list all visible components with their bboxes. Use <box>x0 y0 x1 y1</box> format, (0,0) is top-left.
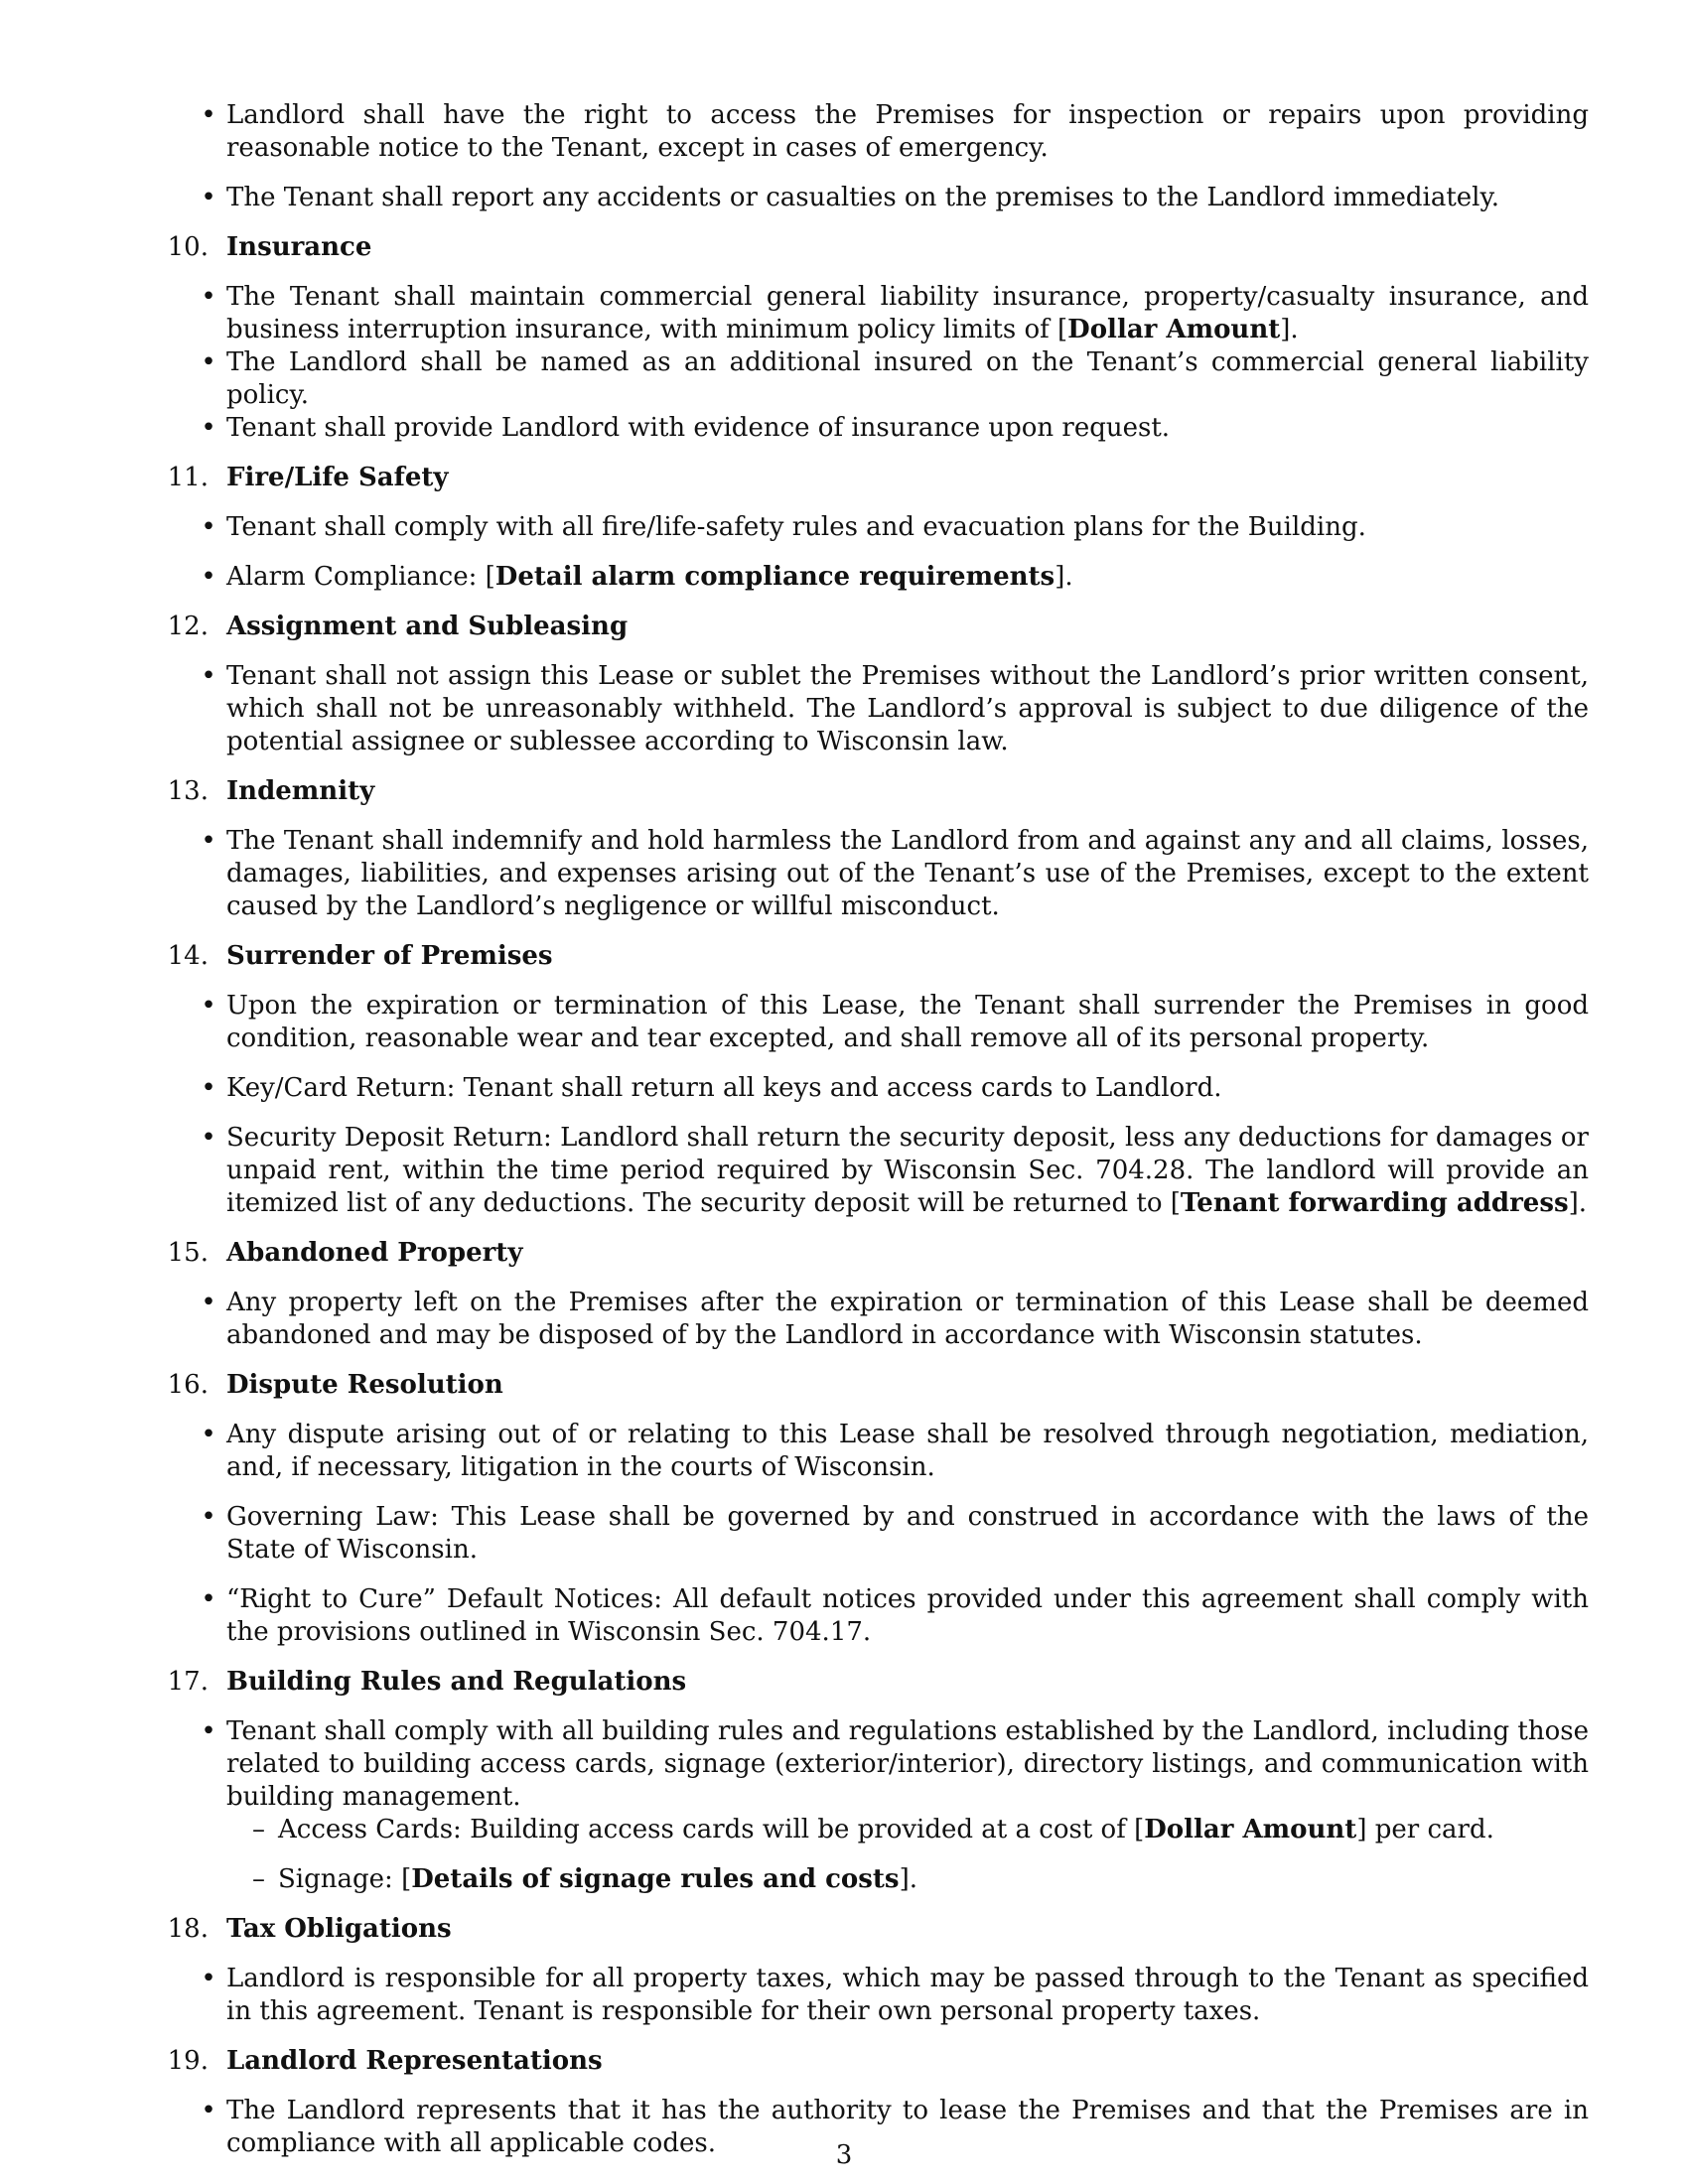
section-building-rules <box>167 1666 1589 1896</box>
section-bullets <box>201 1287 1589 1352</box>
page-number: 3 <box>835 2140 853 2170</box>
list-item: • Any dispute arising out of or relating to this Lease shall be resolved through negotiation, mediation, and, if necessary, litigation in the courts of Wisconsin. <box>226 1419 1589 1484</box>
bullet-icon: • <box>201 347 216 377</box>
section-bullets <box>201 1963 1589 2028</box>
bullet-icon: • <box>201 1123 216 1153</box>
bullet-icon: • <box>201 1420 216 1449</box>
section-bullets <box>201 1419 1589 1649</box>
list-item: • Alarm Compliance: [Detail alarm compliance requirements]. <box>226 561 1589 594</box>
bullet-icon: • <box>201 562 216 592</box>
bullet-icon: • <box>201 100 216 130</box>
list-item: • Tenant shall comply with all fire/life-safety rules and evacuation plans for the Building. <box>226 511 1589 544</box>
list-item: • Security Deposit Return: Landlord shall return the security deposit, less any deductions for damages or unpaid rent, within the time period required by Wisconsin Sec. 704.28. The landlord will provide an itemized list of any deductions. The security deposit will be returned to [Tenant forwarding address]. <box>226 1122 1589 1220</box>
bullet-icon: • <box>201 1584 216 1614</box>
bullet-icon: • <box>201 1502 216 1532</box>
list-item: • Landlord is responsible for all property taxes, which may be passed through to the Tenant as specified in this agreement. Tenant is responsible for their own personal property taxes. <box>226 1963 1589 2028</box>
section-fire-life-safety <box>167 462 1589 594</box>
section-bullets <box>201 511 1589 594</box>
section-heading: 16. Dispute Resolution <box>167 1370 503 1400</box>
section-assignment-subleasing <box>167 611 1589 758</box>
section-bullets <box>201 825 1589 923</box>
section-surrender-of-premises <box>167 940 1589 1220</box>
bullet-icon: • <box>201 1288 216 1317</box>
section-heading: 15. Abandoned Property <box>167 1238 523 1268</box>
dash-icon: – <box>252 1864 265 1894</box>
section-heading: 11. Fire/Life Safety <box>167 463 449 492</box>
bullet-icon: • <box>201 282 216 312</box>
section-heading: 13. Indemnity <box>167 776 375 806</box>
list-item: • Tenant shall provide Landlord with evidence of insurance upon request. <box>226 412 1589 445</box>
list-item: • The Landlord represents that it has the authority to lease the Premises and that the Premises are in compliance with all applicable codes. <box>226 2095 1589 2160</box>
sub-list-item: – Access Cards: Building access cards will be provided at a cost of [Dollar Amount] per card. <box>252 1815 1494 1844</box>
section-heading: 10. Insurance <box>167 232 372 262</box>
section-indemnity <box>167 775 1589 923</box>
section-dispute-resolution <box>167 1369 1589 1649</box>
section-bullets <box>201 1715 1589 1896</box>
document-body <box>167 99 1589 2177</box>
list-item: • The Tenant shall report any accidents or casualties on the premises to the Landlord immediately. <box>226 182 1589 214</box>
section-abandoned-property <box>167 1237 1589 1352</box>
section-heading: 17. Building Rules and Regulations <box>167 1667 687 1697</box>
bullet-icon: • <box>201 1964 216 1993</box>
section-bullets <box>201 281 1589 445</box>
list-item: • The Landlord shall be named as an additional insured on the Tenant’s commercial general liability policy. <box>226 346 1589 412</box>
list-item: • Key/Card Return: Tenant shall return all keys and access cards to Landlord. <box>226 1072 1589 1105</box>
list-item: • Upon the expiration or termination of this Lease, the Tenant shall surrender the Premises in good condition, reasonable wear and tear excepted, and shall remove all of its personal property. <box>226 990 1589 1055</box>
bullet-icon: • <box>201 661 216 691</box>
list-item: • Any property left on the Premises after the expiration or termination of this Lease shall be deemed abandoned and may be disposed of by the Landlord in accordance with Wisconsin statutes. <box>226 1287 1589 1352</box>
sub-list-item: – Signage: [Details of signage rules and costs]. <box>252 1864 917 1894</box>
section-insurance <box>167 231 1589 445</box>
section-bullets <box>201 660 1589 758</box>
section-bullets <box>201 990 1589 1220</box>
list-item: • Landlord shall have the right to access the Premises for inspection or repairs upon providing reasonable notice to the Tenant, except in cases of emergency. <box>226 99 1589 165</box>
section-tax-obligations <box>167 1913 1589 2028</box>
section-heading: 12. Assignment and Subleasing <box>167 612 629 641</box>
bullet-icon: • <box>201 413 216 443</box>
bullet-icon: • <box>201 1716 216 1746</box>
dash-icon: – <box>252 1815 265 1844</box>
bullet-icon: • <box>201 1073 216 1103</box>
bullet-icon: • <box>201 991 216 1021</box>
section-heading: 19. Landlord Representations <box>167 2046 603 2076</box>
continued-section-bullets <box>201 99 1589 214</box>
list-item: • Tenant shall comply with all building rules and regulations established by the Landlord, including those related to building access cards, signage (exterior/interior), directory listings, and communication with building management. – Access Cards: Building access cards will be provided at a cost of [Dollar Amount] per card. – Signage: [Details of signage rules and costs]. <box>226 1715 1589 1896</box>
bullet-icon: • <box>201 183 216 212</box>
list-item: • The Tenant shall indemnify and hold harmless the Landlord from and against any and all claims, losses, damages, liabilities, and expenses arising out of the Tenant’s use of the Premises, except to the extent caused by the Landlord’s negligence or willful misconduct. <box>226 825 1589 923</box>
bullet-icon: • <box>201 2096 216 2125</box>
sub-list <box>226 1814 1589 1896</box>
bullet-icon: • <box>201 512 216 542</box>
list-item: • Governing Law: This Lease shall be governed by and construed in accordance with the laws of the State of Wisconsin. <box>226 1501 1589 1567</box>
bullet-icon: • <box>201 826 216 856</box>
section-heading: 14. Surrender of Premises <box>167 941 553 971</box>
section-heading: 18. Tax Obligations <box>167 1914 452 1944</box>
list-item: • “Right to Cure” Default Notices: All default notices provided under this agreement shall comply with the provisions outlined in Wisconsin Sec. 704.17. <box>226 1583 1589 1649</box>
list-item: • Tenant shall not assign this Lease or sublet the Premises without the Landlord’s prior written consent, which shall not be unreasonably withheld. The Landlord’s approval is subject to due diligence of the potential assignee or sublessee according to Wisconsin law. <box>226 660 1589 758</box>
list-item: • The Tenant shall maintain commercial general liability insurance, property/casualty insurance, and business interruption insurance, with minimum policy limits of [Dollar Amount]. <box>226 281 1589 346</box>
